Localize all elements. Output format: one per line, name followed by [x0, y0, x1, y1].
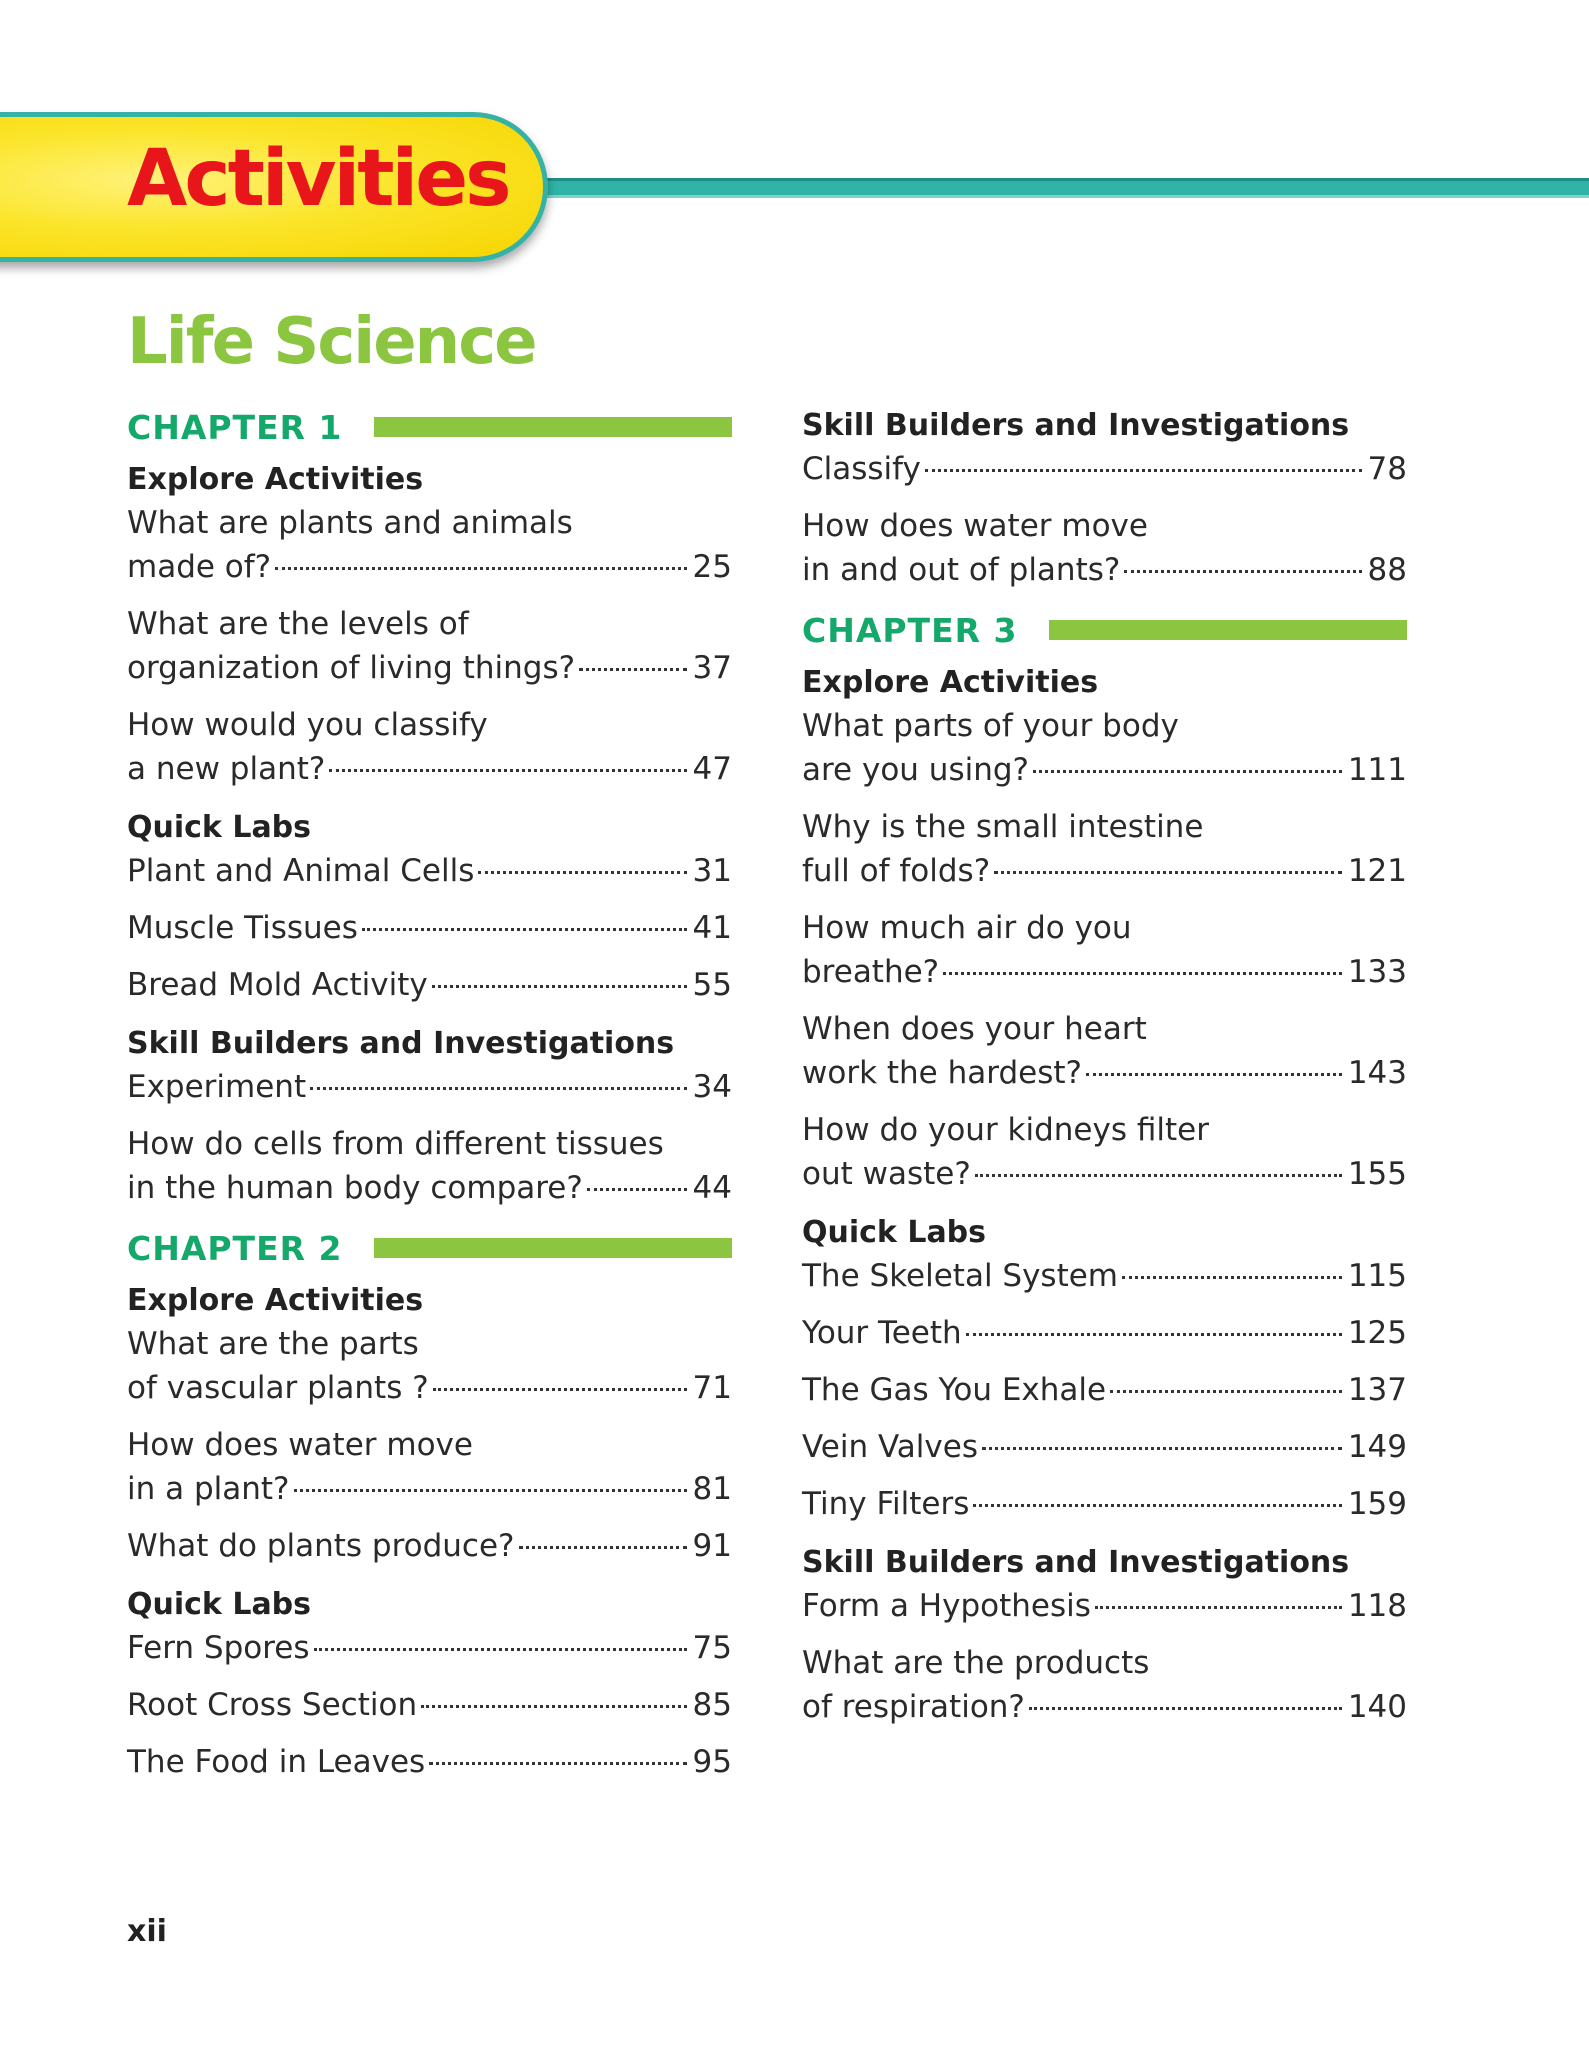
ch1-skill-builders-group: [127, 1023, 732, 1210]
group-title: Skill Builders and Investigations: [802, 408, 1350, 443]
ch1-explore-group: [127, 459, 732, 791]
entry-text: The Skeletal System: [802, 1258, 1119, 1294]
toc-entry[interactable]: [127, 501, 732, 589]
entry-text: The Food in Leaves: [127, 1744, 426, 1780]
dot-leader: [1122, 1276, 1342, 1279]
toc-entry[interactable]: [802, 704, 1407, 792]
group-title: Skill Builders and Investigations: [127, 1026, 675, 1061]
entry-text: Form a Hypothesis: [802, 1588, 1091, 1624]
dot-leader: [975, 1174, 1342, 1177]
entry-text: How does water move: [127, 1427, 473, 1463]
toc-entry[interactable]: [127, 602, 732, 690]
header-rule: [520, 178, 1589, 198]
entry-text: Plant and Animal Cells: [127, 853, 475, 889]
entry-page: 111: [1347, 752, 1407, 788]
chapter-1-heading: [127, 405, 732, 449]
chapter-label: CHAPTER 3: [802, 610, 1018, 650]
entry-text: work the hardest?: [802, 1055, 1082, 1091]
dot-leader: [973, 1504, 1341, 1507]
toc-entry[interactable]: [127, 906, 732, 950]
entry-page: 137: [1347, 1372, 1407, 1408]
toc-entry[interactable]: [802, 805, 1407, 893]
dot-leader: [925, 469, 1362, 472]
dot-leader: [587, 1188, 687, 1191]
entry-page: 37: [692, 650, 732, 686]
entry-page: 143: [1347, 1055, 1407, 1091]
entry-text: out waste?: [802, 1156, 971, 1192]
dot-leader: [1124, 570, 1361, 573]
dot-leader: [1029, 1707, 1342, 1710]
entry-page: 125: [1347, 1315, 1407, 1351]
entry-text: organization of living things?: [127, 650, 576, 686]
dot-leader: [433, 1388, 687, 1391]
entry-text: What are plants and animals: [127, 505, 573, 541]
entry-page: 159: [1347, 1486, 1407, 1522]
toc-entry[interactable]: [802, 1584, 1407, 1628]
entry-text: What do plants produce?: [127, 1528, 515, 1564]
entry-text: The Gas You Exhale: [802, 1372, 1107, 1408]
entry-text: How do cells from different tissues: [127, 1126, 664, 1162]
toc-entry[interactable]: [127, 1683, 732, 1727]
dot-leader: [579, 668, 687, 671]
toc-entry[interactable]: [127, 1740, 732, 1784]
toc-entry[interactable]: [802, 1108, 1407, 1196]
entry-page: 149: [1347, 1429, 1407, 1465]
entry-text: Muscle Tissues: [127, 910, 358, 946]
dot-leader: [943, 972, 1342, 975]
chapter-label: CHAPTER 1: [127, 407, 343, 447]
entry-page: 81: [692, 1471, 732, 1507]
entry-text: How does water move: [802, 508, 1148, 544]
entry-page: 75: [692, 1630, 732, 1666]
entry-text: When does your heart: [802, 1011, 1147, 1047]
entry-text: Fern Spores: [127, 1630, 310, 1666]
page-title: Activities: [127, 134, 509, 224]
ch2-quick-labs-group: [127, 1584, 732, 1784]
entry-text: How much air do you: [802, 910, 1132, 946]
chapter-label: CHAPTER 2: [127, 1228, 343, 1268]
entry-text: in and out of plants?: [802, 552, 1121, 588]
dot-leader: [1086, 1073, 1342, 1076]
toc-entry[interactable]: [802, 504, 1407, 592]
entry-page: 118: [1347, 1588, 1407, 1624]
entry-text: How would you classify: [127, 707, 488, 743]
entry-text: made of?: [127, 549, 272, 585]
entry-page: 155: [1347, 1156, 1407, 1192]
entry-text: a new plant?: [127, 751, 326, 787]
entry-text: What are the levels of: [127, 606, 469, 642]
toc-entry[interactable]: [127, 1122, 732, 1210]
entry-page: 31: [692, 853, 732, 889]
dot-leader: [478, 871, 686, 874]
ch3-skill-builders-group: [802, 1542, 1407, 1729]
ch3-quick-labs-group: [802, 1212, 1407, 1526]
entry-text: in the human body compare?: [127, 1170, 583, 1206]
section-title: Life Science: [127, 305, 536, 379]
entry-text: full of folds?: [802, 853, 991, 889]
toc-entry[interactable]: [802, 1311, 1407, 1355]
entry-text: are you using?: [802, 752, 1029, 788]
entry-text: Vein Valves: [802, 1429, 978, 1465]
group-title: Explore Activities: [127, 1283, 424, 1318]
entry-page: 44: [692, 1170, 732, 1206]
entry-text: of vascular plants ?: [127, 1370, 429, 1406]
chapter-bar: [1049, 620, 1407, 640]
ch3-explore-group: [802, 662, 1407, 1196]
entry-text: What are the parts: [127, 1326, 419, 1362]
dot-leader: [982, 1447, 1342, 1450]
dot-leader: [994, 871, 1342, 874]
toc-entry[interactable]: [127, 1423, 732, 1511]
dot-leader: [429, 1762, 686, 1765]
page-number: xii: [127, 1914, 167, 1949]
ch1-quick-labs-group: [127, 807, 732, 1007]
entry-text: breathe?: [802, 954, 940, 990]
dot-leader: [1110, 1390, 1342, 1393]
entry-text: in a plant?: [127, 1471, 290, 1507]
entry-page: 41: [692, 910, 732, 946]
toc-entry[interactable]: [127, 1322, 732, 1410]
chapter-bar: [374, 1238, 732, 1258]
toc-entry[interactable]: [802, 1425, 1407, 1469]
entry-text: Experiment: [127, 1069, 307, 1105]
toc-entry[interactable]: [802, 1368, 1407, 1412]
toc-entry[interactable]: [127, 849, 732, 893]
entry-text: Why is the small intestine: [802, 809, 1204, 845]
dot-leader: [421, 1705, 686, 1708]
toc-entry[interactable]: [127, 1626, 732, 1670]
entry-text: What are the products: [802, 1645, 1150, 1681]
chapter-2-heading: [127, 1226, 732, 1270]
entry-text: Bread Mold Activity: [127, 967, 428, 1003]
group-title: Quick Labs: [127, 1587, 312, 1622]
entry-page: 121: [1347, 853, 1407, 889]
toc-entry[interactable]: [802, 1641, 1407, 1729]
entry-page: 133: [1347, 954, 1407, 990]
entry-page: 91: [692, 1528, 732, 1564]
dot-leader: [1033, 770, 1342, 773]
group-title: Explore Activities: [802, 665, 1099, 700]
entry-page: 85: [692, 1687, 732, 1723]
group-title: Quick Labs: [802, 1215, 987, 1250]
dot-leader: [275, 567, 686, 570]
entry-page: 115: [1347, 1258, 1407, 1294]
entry-text: What parts of your body: [802, 708, 1179, 744]
entry-page: 140: [1347, 1689, 1407, 1725]
entry-page: 71: [692, 1370, 732, 1406]
ch2-skill-builders-group: [802, 405, 1407, 592]
entry-text: Tiny Filters: [802, 1486, 970, 1522]
toc-entry[interactable]: [802, 1007, 1407, 1095]
entry-page: 55: [692, 967, 732, 1003]
entry-text: Your Teeth: [802, 1315, 962, 1351]
dot-leader: [294, 1489, 687, 1492]
toc-entry[interactable]: [802, 906, 1407, 994]
group-title: Skill Builders and Investigations: [802, 1545, 1350, 1580]
group-title: Explore Activities: [127, 462, 424, 497]
toc-entry[interactable]: [802, 447, 1407, 491]
chapter-bar: [374, 417, 732, 437]
entry-page: 25: [692, 549, 732, 585]
toc-entry[interactable]: [127, 1065, 732, 1109]
entry-text: Root Cross Section: [127, 1687, 418, 1723]
entry-text: Classify: [802, 451, 921, 487]
group-title: Quick Labs: [127, 810, 312, 845]
toc-entry[interactable]: [127, 703, 732, 791]
dot-leader: [362, 928, 687, 931]
dot-leader: [1095, 1606, 1342, 1609]
dot-leader: [329, 769, 686, 772]
dot-leader: [310, 1087, 686, 1090]
entry-page: 95: [692, 1744, 732, 1780]
left-column: [127, 405, 732, 1800]
right-column: [802, 405, 1407, 1745]
chapter-3-heading: [802, 608, 1407, 652]
dot-leader: [432, 985, 687, 988]
dot-leader: [519, 1546, 687, 1549]
dot-leader: [966, 1333, 1342, 1336]
toc-entry[interactable]: [127, 1524, 732, 1568]
toc-entry[interactable]: [802, 1254, 1407, 1298]
entry-page: 88: [1367, 552, 1407, 588]
entry-page: 78: [1367, 451, 1407, 487]
toc-entry[interactable]: [802, 1482, 1407, 1526]
dot-leader: [314, 1648, 687, 1651]
entry-page: 47: [692, 751, 732, 787]
entry-page: 34: [692, 1069, 732, 1105]
entry-text: of respiration?: [802, 1689, 1025, 1725]
entry-text: How do your kidneys filter: [802, 1112, 1209, 1148]
toc-entry[interactable]: [127, 963, 732, 1007]
ch2-explore-group: [127, 1280, 732, 1568]
